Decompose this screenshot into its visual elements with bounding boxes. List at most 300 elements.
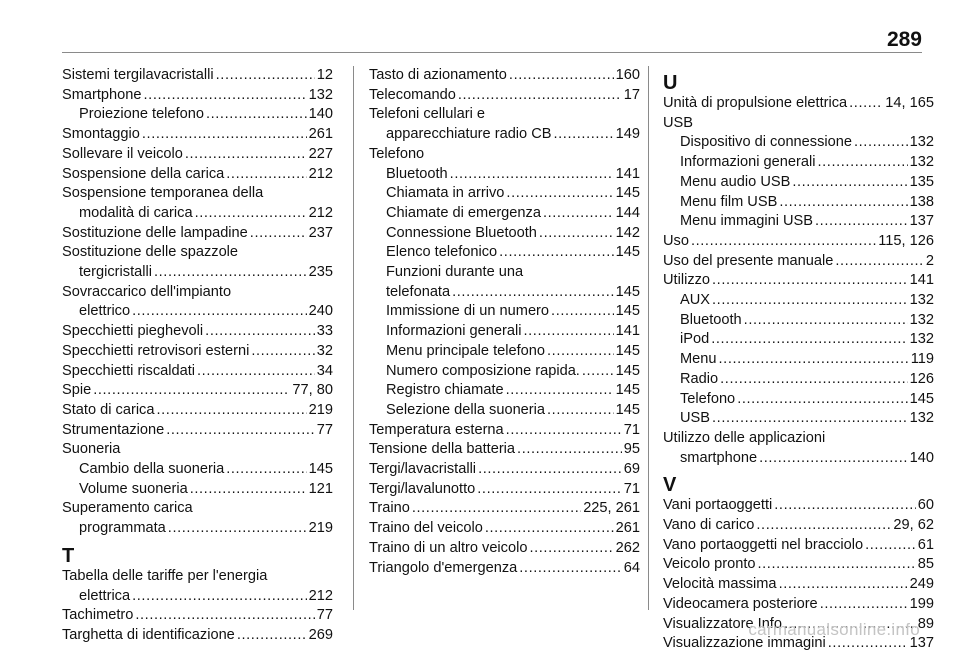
index-entry (62, 322, 333, 342)
entry-term: Menu immagini USB (680, 213, 814, 230)
entry-term: Unità di propulsione elettrica (663, 95, 848, 111)
dot-leader (154, 263, 307, 283)
page-reference: 64 (623, 559, 640, 576)
index-entry (369, 460, 640, 480)
page-reference: 262 (615, 539, 640, 556)
entry-term: Radio (680, 370, 719, 387)
index-entry (62, 86, 333, 106)
index-subentry (663, 193, 934, 213)
dot-leader (135, 606, 314, 626)
index-subentry (663, 153, 934, 173)
dot-leader (506, 381, 614, 401)
header-rule (62, 52, 922, 53)
page-reference: 71 (623, 480, 640, 497)
entry-term: Traino (369, 500, 410, 517)
index-subentry (369, 302, 640, 322)
entry-term: Sospensione temporanea della (62, 185, 264, 202)
page-reference: 69 (623, 461, 640, 478)
page-reference: 235 (308, 264, 333, 281)
entry-term: Proiezione telefono (79, 106, 204, 123)
page-reference: 145 (615, 303, 640, 320)
page-reference: 269 (308, 626, 333, 643)
page-reference: 261 (308, 126, 333, 143)
entry-term: Suoneria (62, 441, 121, 458)
dot-leader (712, 291, 908, 311)
dot-leader (226, 165, 306, 185)
page-reference: 77, 80 (292, 382, 333, 399)
index-heading (369, 263, 640, 283)
index-entry (369, 421, 640, 441)
dot-leader (506, 421, 622, 441)
entry-term: Cambio della suoneria (79, 461, 225, 478)
index-subentry (369, 342, 640, 362)
entry-term: Bluetooth (386, 165, 448, 182)
entry-term: elettrico (79, 303, 131, 320)
page-reference: 227 (308, 145, 333, 162)
page-reference: 60 (917, 497, 934, 514)
page-reference: 140 (308, 106, 333, 123)
dot-leader (554, 125, 614, 145)
entry-term: Registro chiamate (386, 382, 504, 399)
index-subentry (62, 460, 333, 480)
index-entry (369, 519, 640, 539)
index-entry (663, 536, 934, 556)
page-reference: 119 (910, 351, 934, 368)
entry-term: Visualizzazione immagini (663, 635, 826, 652)
entry-term: Menu (680, 351, 717, 368)
page-reference: 141 (909, 272, 934, 289)
page-reference: 71 (623, 421, 640, 438)
entry-term: Smartphone (62, 86, 142, 103)
page-reference: 85 (917, 556, 934, 573)
dot-leader (815, 212, 908, 232)
dot-leader (509, 66, 614, 86)
index-heading (369, 105, 640, 125)
index-subentry (369, 283, 640, 303)
entry-term: Tergi/lavalunotto (369, 480, 476, 497)
page-reference: 212 (308, 165, 333, 182)
index-entry (62, 66, 333, 86)
entry-term: Funzioni durante una (386, 264, 524, 281)
entry-term: Menu principale telefono (386, 342, 546, 359)
index-subentry (663, 390, 934, 410)
index-heading (663, 114, 934, 134)
entry-term: Velocità massima (663, 576, 777, 593)
section-letter: U (663, 72, 678, 94)
dot-leader (93, 381, 290, 401)
entry-term: telefonata (386, 283, 451, 300)
index-entry (369, 539, 640, 559)
page-reference: 219 (308, 520, 333, 537)
page-reference: 32 (316, 342, 333, 359)
index-entry (663, 555, 934, 575)
page-reference: 89 (917, 615, 934, 632)
index-subentry (663, 409, 934, 429)
page-reference: 126 (909, 370, 934, 387)
page-reference: 145 (615, 283, 640, 300)
entry-term: Tasto di azionamento (369, 67, 507, 83)
page-reference: 33 (316, 323, 333, 340)
dot-leader (237, 626, 307, 646)
dot-leader (543, 204, 614, 224)
page-reference: 212 (308, 204, 333, 221)
index-entry (62, 342, 333, 362)
entry-term: Smontaggio (62, 126, 140, 143)
index-subentry (663, 133, 934, 153)
dot-leader (144, 86, 307, 106)
page-reference: 137 (909, 213, 934, 230)
entry-term: Tabella delle tariffe per l'energia (62, 567, 268, 584)
dot-leader (817, 153, 907, 173)
dot-leader (185, 145, 307, 165)
entry-term: Telefono (369, 145, 425, 162)
index-subentry (369, 204, 640, 224)
dot-leader (547, 342, 614, 362)
page-reference: 141 (615, 165, 640, 182)
dot-leader (547, 401, 614, 421)
dot-leader (478, 460, 622, 480)
entry-term: modalità di carica (79, 204, 193, 221)
page-reference: 261 (615, 520, 640, 537)
entry-term: Sostituzione delle spazzole (62, 244, 239, 261)
page-reference: 140 (909, 449, 934, 466)
dot-leader (132, 587, 307, 607)
page-reference: 219 (308, 401, 333, 418)
dot-leader (774, 496, 916, 516)
entry-term: Specchietti riscaldati (62, 362, 196, 379)
index-subentry (62, 519, 333, 539)
entry-term: Strumentazione (62, 421, 165, 438)
page-reference: 240 (308, 303, 333, 320)
index-heading (663, 429, 934, 449)
dot-leader (506, 184, 613, 204)
index-entry (369, 480, 640, 500)
index-subentry (663, 449, 934, 469)
dot-leader (216, 66, 315, 86)
page-reference: 145 (615, 382, 640, 399)
entry-term: programmata (79, 520, 166, 537)
page-reference: 199 (909, 595, 934, 612)
dot-leader (250, 224, 307, 244)
entry-term: Sostituzione delle lampadine (62, 224, 248, 241)
entry-term: Sistemi tergilavacristalli (62, 67, 214, 83)
dot-leader (711, 330, 907, 350)
index-heading (62, 567, 333, 587)
dot-leader (865, 536, 916, 556)
entry-term: Telefono (680, 390, 736, 407)
dot-leader (190, 480, 307, 500)
index-subentry (663, 350, 934, 370)
entry-term: Uso (663, 232, 689, 249)
page-reference: 132 (909, 292, 934, 309)
dot-leader (197, 362, 315, 382)
index-subentry (369, 381, 640, 401)
entry-term: elettrica (79, 587, 131, 604)
entry-term: Connessione Bluetooth (386, 224, 537, 241)
entry-term: Numero composizione rapida. (386, 362, 580, 379)
entry-term: Menu film USB (680, 193, 778, 210)
index-subentry (62, 105, 333, 125)
dot-leader (195, 204, 307, 224)
index-subentry (369, 243, 640, 263)
index-entry (62, 165, 333, 185)
dot-leader (756, 516, 891, 536)
index-subentry (62, 263, 333, 283)
entry-term: Videocamera posteriore (663, 595, 818, 612)
index-entry (62, 401, 333, 421)
entry-term: Chiamata in arrivo (386, 185, 505, 202)
page-reference: 95 (623, 441, 640, 458)
entry-term: Tensione della batteria (369, 441, 516, 458)
entry-term: Utilizzo delle applicazioni (663, 429, 826, 446)
entry-term: smartphone (680, 449, 758, 466)
dot-leader (412, 499, 581, 519)
index-entry (663, 516, 934, 536)
dot-leader (854, 133, 908, 153)
dot-leader (792, 173, 907, 193)
index-entry (62, 362, 333, 382)
page-reference: 77 (316, 421, 333, 438)
dot-leader (132, 302, 307, 322)
dot-leader (205, 322, 315, 342)
entry-term: USB (680, 410, 711, 427)
dot-leader (744, 311, 908, 331)
page-reference: 34 (316, 362, 333, 379)
page-number: 289 (886, 28, 922, 51)
index-heading (62, 184, 333, 204)
column-divider (648, 66, 649, 610)
index-heading (62, 283, 333, 303)
page-reference: 145 (615, 244, 640, 261)
entry-term: Chiamate di emergenza (386, 204, 541, 221)
page-reference: 137 (909, 635, 934, 652)
index-entry (663, 575, 934, 595)
entry-term: Uso del presente manuale (663, 252, 834, 269)
page-reference: 142 (615, 224, 640, 241)
page-reference: 61 (917, 536, 934, 553)
index-entry (663, 252, 934, 272)
entry-term: Traino del veicolo (369, 520, 483, 537)
page-reference: 29, 62 (893, 517, 934, 534)
dot-leader (779, 193, 907, 213)
entry-term: Immissione di un numero (386, 303, 550, 320)
index-entry (369, 66, 640, 86)
index-heading (62, 440, 333, 460)
entry-term: Vano portaoggetti nel bracciolo (663, 536, 864, 553)
index-subentry (663, 311, 934, 331)
entry-term: tergicristalli (79, 264, 152, 281)
index-entry (369, 440, 640, 460)
page-reference: 14, 165 (885, 95, 934, 111)
index-entry (62, 224, 333, 244)
entry-term: Bluetooth (680, 311, 742, 328)
index-subentry (62, 480, 333, 500)
index-subentry (369, 184, 640, 204)
index-entry (62, 381, 333, 401)
page-reference: 2 (925, 252, 934, 269)
index-subentry (369, 322, 640, 342)
page-reference: 149 (615, 126, 640, 143)
index-entry (369, 559, 640, 579)
dot-leader (712, 409, 908, 429)
dot-leader (758, 555, 916, 575)
index-heading (369, 145, 640, 165)
entry-term: Targhetta di identificazione (62, 626, 235, 643)
section-letter: V (663, 474, 677, 497)
dot-leader (485, 519, 614, 539)
index-entry (369, 86, 640, 106)
index-subentry (663, 173, 934, 193)
dot-leader (551, 302, 614, 322)
index-heading (62, 499, 333, 519)
page-reference: 132 (909, 410, 934, 427)
column-divider (353, 66, 354, 610)
page-reference: 145 (615, 185, 640, 202)
page-reference: 12 (316, 67, 333, 83)
entry-term: Visualizzatore Info (663, 615, 782, 632)
entry-term: Informazioni generali (386, 323, 522, 340)
index-entry (663, 94, 934, 114)
page-reference: 145 (615, 362, 640, 379)
dot-leader (517, 440, 622, 460)
index-entry (663, 595, 934, 615)
entry-term: Veicolo pronto (663, 556, 756, 573)
index-column-2 (369, 66, 640, 578)
dot-leader (820, 595, 908, 615)
entry-term: Traino di un altro veicolo (369, 539, 528, 556)
page-reference: 144 (615, 204, 640, 221)
index-entry (663, 496, 934, 516)
dot-leader (226, 460, 306, 480)
entry-term: Telefoni cellulari e (369, 106, 486, 123)
dot-leader (477, 480, 621, 500)
page-reference: 145 (615, 401, 640, 418)
entry-term: AUX (680, 292, 711, 309)
index-entry (663, 271, 934, 291)
page-reference: 145 (615, 342, 640, 359)
entry-term: Stato di carica (62, 401, 155, 418)
entry-term: Telecomando (369, 86, 456, 103)
page-reference: 135 (909, 173, 934, 190)
page-reference: 145 (909, 390, 934, 407)
dot-leader (206, 105, 307, 125)
page-reference: 121 (308, 480, 333, 497)
dot-leader (519, 559, 621, 579)
entry-term: Informazioni generali (680, 154, 816, 171)
dot-leader (539, 224, 614, 244)
page-reference: 132 (909, 154, 934, 171)
entry-term: Sollevare il veicolo (62, 145, 183, 162)
dot-leader (835, 252, 924, 272)
page-reference: 212 (308, 587, 333, 604)
index-subentry (663, 330, 934, 350)
entry-term: Triangolo d'emergenza (369, 559, 518, 576)
entry-term: Dispositivo di connessione (680, 134, 852, 151)
index-entry (62, 606, 333, 626)
entry-term: iPod (680, 331, 710, 348)
entry-term: Sovraccarico dell'impianto (62, 283, 232, 300)
entry-term: Tergi/lavacristalli (369, 461, 477, 478)
entry-term: Vano di carico (663, 517, 755, 534)
index-subentry (62, 587, 333, 607)
page-reference: 138 (909, 193, 934, 210)
dot-leader (712, 271, 908, 291)
index-entry (62, 145, 333, 165)
index-subentry (369, 362, 640, 382)
entry-term: Elenco telefonico (386, 244, 498, 261)
entry-term: Temperatura esterna (369, 421, 504, 438)
dot-leader (166, 421, 315, 441)
entry-term: USB (663, 114, 694, 131)
index-entry (663, 232, 934, 252)
page-reference: 17 (623, 86, 640, 103)
dot-leader (720, 370, 908, 390)
page-reference: 77 (316, 607, 333, 624)
index-entry (62, 626, 333, 646)
dot-leader (251, 342, 314, 362)
entry-term: Specchietti retrovisori esterni (62, 342, 250, 359)
dot-leader (450, 165, 614, 185)
entry-term: Menu audio USB (680, 173, 791, 190)
index-heading (62, 243, 333, 263)
index-subentry (62, 302, 333, 322)
page-reference: 249 (909, 576, 934, 593)
section-letter: T (62, 544, 75, 567)
index-subentry (369, 401, 640, 421)
index-subentry (663, 370, 934, 390)
dot-leader (142, 125, 307, 145)
page-reference: 115, 126 (878, 232, 934, 249)
index-entry (62, 125, 333, 145)
index-subentry (369, 125, 640, 145)
page-reference: 141 (615, 323, 640, 340)
entry-term: Superamento carica (62, 500, 193, 517)
index-column-3 (663, 66, 934, 654)
index-subentry (369, 165, 640, 185)
entry-term: Vani portaoggetti (663, 497, 773, 514)
index-column-1 (62, 66, 333, 646)
entry-term: Selezione della suoneria (386, 401, 546, 418)
entry-term: Tachimetro (62, 607, 134, 624)
dot-leader (156, 401, 306, 421)
index-subentry (663, 212, 934, 232)
dot-leader (779, 575, 908, 595)
dot-leader (719, 350, 909, 370)
page-reference: 132 (909, 311, 934, 328)
entry-term: Sospensione della carica (62, 165, 225, 182)
dot-leader (458, 86, 622, 106)
dot-leader (452, 283, 614, 303)
index-subentry (663, 291, 934, 311)
page-reference: 132 (909, 134, 934, 151)
entry-term: Spie (62, 382, 92, 399)
page-reference: 145 (308, 461, 333, 478)
index-entry (369, 499, 640, 519)
entry-term: Specchietti pieghevoli (62, 323, 204, 340)
dot-leader (499, 243, 613, 263)
page-reference: 132 (308, 86, 333, 103)
dot-leader (523, 322, 613, 342)
dot-leader (582, 362, 614, 382)
index-subentry (369, 224, 640, 244)
page-reference: 225, 261 (583, 500, 640, 517)
watermark: carmanualsonline.info (748, 620, 920, 639)
dot-leader (691, 232, 876, 252)
entry-term: Utilizzo (663, 272, 711, 289)
page-reference: 237 (308, 224, 333, 241)
page-reference: 160 (615, 67, 640, 83)
dot-leader (759, 449, 908, 469)
